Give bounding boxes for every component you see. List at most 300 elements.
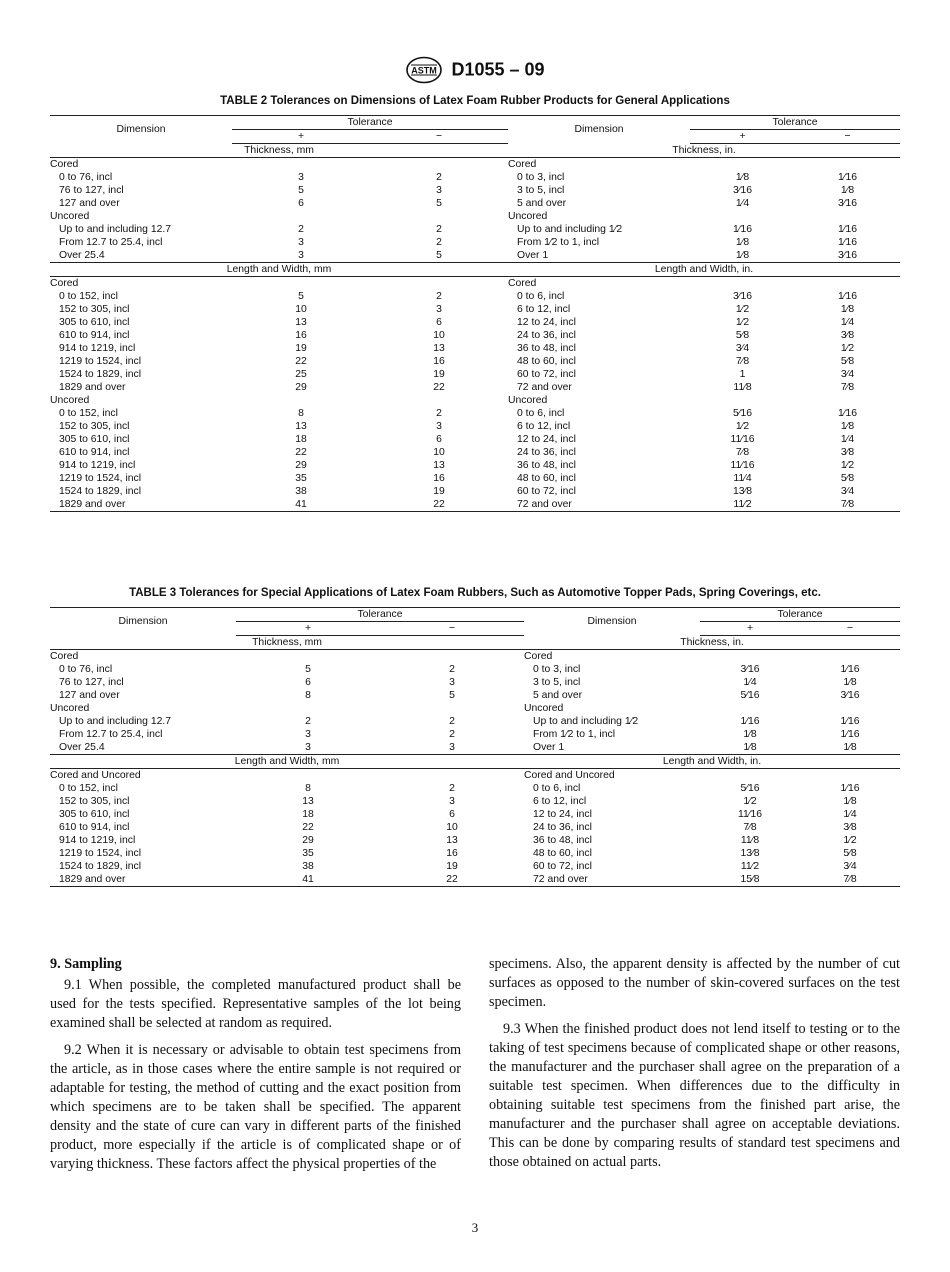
dimension-cell: 24 to 36, incl bbox=[517, 330, 576, 341]
minus-tolerance-cell: 2 bbox=[449, 729, 455, 740]
plus-tolerance-cell: 3⁄4 bbox=[735, 343, 750, 354]
dimension-cell: 6 to 12, incl bbox=[517, 304, 571, 315]
plus-tolerance-cell bbox=[700, 702, 800, 715]
minus-tolerance-cell: 2 bbox=[436, 291, 442, 302]
dimension-cell: 12 to 24, incl bbox=[533, 809, 592, 820]
minus-tolerance-cell: 1⁄16 bbox=[837, 224, 858, 235]
dimension-cell: 1829 and over bbox=[59, 382, 126, 393]
paragraph-9-3: 9.3 When the finished product does not lend itself to testing or to the taking of test specimens because of complicated shape or other reasons, the manufacturer and the purchaser shall agree on the preparation of a suitable test specimen. When differences due to the difficulty in obtaining suitable test specimens from the finished part arise, the manufacturer and the purchaser shall agree on acceptable deviations. This can be done by comparing results of standard test specimens and those obtained on actual parts. bbox=[489, 1021, 900, 1170]
plus-tolerance-cell: 11⁄16 bbox=[730, 460, 755, 471]
minus-tolerance-cell: 13 bbox=[446, 835, 458, 846]
dimension-cell: 12 to 24, incl bbox=[517, 317, 576, 328]
plus-tolerance-cell: 5 bbox=[305, 664, 311, 675]
dimension-cell: 914 to 1219, incl bbox=[59, 835, 136, 846]
plus-tolerance-cell: 1⁄8 bbox=[735, 250, 750, 261]
dimension-cell: 305 to 610, incl bbox=[59, 434, 130, 445]
plus-tolerance-cell bbox=[232, 277, 370, 291]
group-label: Uncored bbox=[524, 703, 564, 714]
table-row bbox=[50, 210, 900, 223]
plus-tolerance-cell: 7⁄8 bbox=[743, 822, 757, 833]
dimension-cell: 610 to 914, incl bbox=[59, 822, 130, 833]
table-row bbox=[50, 769, 900, 783]
plus-tolerance-cell bbox=[700, 769, 800, 783]
plus-tolerance-cell: 29 bbox=[295, 460, 307, 471]
minus-tolerance-cell: 1⁄4 bbox=[840, 434, 855, 445]
minus-tolerance-cell: 3⁄16 bbox=[840, 690, 860, 701]
dimension-cell: 1219 to 1524, incl bbox=[59, 848, 142, 859]
section-row bbox=[50, 144, 900, 158]
table3 bbox=[50, 607, 900, 887]
table-row bbox=[50, 303, 900, 316]
dimension-cell: 36 to 48, incl bbox=[533, 835, 592, 846]
table-row bbox=[50, 197, 900, 210]
minus-tolerance-cell: 3⁄4 bbox=[843, 861, 857, 872]
minus-tolerance-cell: 7⁄8 bbox=[840, 382, 855, 393]
plus-tolerance-cell: 1⁄8 bbox=[743, 742, 757, 753]
dimension-cell: Over 1 bbox=[533, 742, 565, 753]
table-row bbox=[50, 249, 900, 263]
table-row bbox=[50, 355, 900, 368]
document-code: D1055 – 09 bbox=[451, 59, 545, 80]
dimension-cell: Over 25.4 bbox=[59, 742, 105, 753]
dimension-cell: 0 to 6, incl bbox=[517, 291, 565, 302]
section-label: Thickness, in. bbox=[508, 144, 900, 158]
minus-tolerance-cell: 6 bbox=[436, 434, 442, 445]
dimension-cell: 0 to 76, incl bbox=[59, 172, 113, 183]
plus-tolerance-cell: 18 bbox=[295, 434, 307, 445]
dimension-cell: 60 to 72, incl bbox=[517, 369, 576, 380]
group-label: Cored bbox=[508, 159, 537, 170]
dimension-cell: Up to and including 1⁄2 bbox=[517, 224, 623, 235]
dimension-cell: 76 to 127, incl bbox=[59, 185, 124, 196]
table-row bbox=[50, 290, 900, 303]
paragraph-9-1: 9.1 When possible, the completed manufactured product shall be used for the tests specified. Representative samples of the lot being examined shall be selected at random as required. bbox=[50, 977, 461, 1031]
plus-tolerance-cell bbox=[690, 277, 795, 291]
minus-tolerance-cell: 1⁄8 bbox=[840, 421, 855, 432]
plus-tolerance-cell: 13 bbox=[295, 317, 307, 328]
minus-tolerance-cell: 2 bbox=[436, 172, 442, 183]
dimension-cell: 5 and over bbox=[517, 198, 567, 209]
dimension-cell: 36 to 48, incl bbox=[517, 343, 576, 354]
minus-tolerance-cell: 1⁄8 bbox=[843, 677, 857, 688]
plus-header: + bbox=[700, 622, 800, 636]
minus-tolerance-cell: 1⁄8 bbox=[843, 796, 857, 807]
plus-header: + bbox=[232, 130, 370, 144]
minus-tolerance-cell: 5⁄8 bbox=[840, 473, 855, 484]
dimension-cell: 3 to 5, incl bbox=[533, 677, 581, 688]
table2-caption: TABLE 2 Tolerances on Dimensions of Latex Foam Rubber Products for General Applications bbox=[220, 95, 730, 107]
minus-tolerance-cell bbox=[800, 769, 900, 783]
dimension-cell: 24 to 36, incl bbox=[517, 447, 576, 458]
minus-tolerance-cell: 3⁄4 bbox=[840, 486, 855, 497]
table-row bbox=[50, 459, 900, 472]
plus-tolerance-cell: 13 bbox=[295, 421, 307, 432]
dimension-header: Dimension bbox=[50, 116, 232, 144]
dimension-cell: 36 to 48, incl bbox=[517, 460, 576, 471]
minus-tolerance-cell: 16 bbox=[433, 473, 445, 484]
minus-tolerance-cell: 22 bbox=[380, 873, 524, 887]
minus-tolerance-cell: 2 bbox=[436, 237, 442, 248]
dimension-cell: 610 to 914, incl bbox=[59, 447, 130, 458]
dimension-cell: 1524 to 1829, incl bbox=[59, 861, 142, 872]
dimension-cell: 1829 and over bbox=[50, 498, 232, 512]
dimension-cell: 0 to 6, incl bbox=[533, 783, 581, 794]
minus-tolerance-cell: 2 bbox=[449, 664, 455, 675]
group-label: Cored bbox=[508, 278, 537, 289]
dimension-cell: 6 to 12, incl bbox=[517, 421, 571, 432]
dimension-cell: Up to and including 12.7 bbox=[59, 224, 172, 235]
plus-tolerance-cell: 3 bbox=[298, 237, 304, 248]
right-column bbox=[489, 955, 900, 1172]
minus-tolerance-cell: 3⁄8 bbox=[840, 330, 855, 341]
minus-tolerance-cell: 2 bbox=[449, 716, 455, 727]
dimension-cell: Up to and including 12.7 bbox=[59, 716, 172, 727]
minus-tolerance-cell: 3⁄16 bbox=[837, 250, 858, 261]
plus-tolerance-cell: 18 bbox=[302, 809, 314, 820]
section-label: Length and Width, mm bbox=[50, 755, 524, 769]
dimension-cell: 1219 to 1524, incl bbox=[59, 356, 142, 367]
plus-tolerance-cell: 11⁄16 bbox=[730, 434, 755, 445]
plus-tolerance-cell bbox=[690, 394, 795, 407]
plus-header: + bbox=[236, 622, 380, 636]
plus-tolerance-cell: 6 bbox=[305, 677, 311, 688]
table-row bbox=[50, 381, 900, 394]
plus-tolerance-cell: 1⁄8 bbox=[735, 237, 750, 248]
table3-caption: TABLE 3 Tolerances for Special Applications of Latex Foam Rubbers, Such as Automotive Topper Pads, Spring Coverings, etc. bbox=[129, 587, 821, 599]
dimension-cell: 305 to 610, incl bbox=[59, 809, 130, 820]
minus-tolerance-cell: 19 bbox=[433, 486, 445, 497]
dimension-cell: 152 to 305, incl bbox=[59, 421, 130, 432]
dimension-cell: 1219 to 1524, incl bbox=[59, 473, 142, 484]
astm-logo bbox=[405, 56, 443, 84]
minus-tolerance-cell bbox=[380, 650, 524, 664]
group-label: Cored bbox=[50, 651, 79, 662]
plus-tolerance-cell: 19 bbox=[295, 343, 307, 354]
plus-tolerance-cell: 3⁄16 bbox=[740, 664, 760, 675]
tolerance-header: Tolerance bbox=[700, 608, 900, 622]
group-label: Uncored bbox=[508, 395, 548, 406]
group-label: Uncored bbox=[50, 395, 90, 406]
table-row bbox=[50, 847, 900, 860]
group-label: Cored and Uncored bbox=[524, 770, 615, 781]
dimension-cell: 48 to 60, incl bbox=[517, 473, 576, 484]
dimension-cell: From 1⁄2 to 1, incl bbox=[517, 237, 600, 248]
plus-tolerance-cell: 5⁄16 bbox=[740, 783, 760, 794]
minus-tolerance-cell: 1⁄4 bbox=[840, 317, 855, 328]
group-label: Cored bbox=[50, 159, 79, 170]
minus-tolerance-cell: 19 bbox=[433, 369, 445, 380]
dimension-cell: Up to and including 1⁄2 bbox=[533, 716, 639, 727]
plus-tolerance-cell bbox=[690, 210, 795, 223]
minus-tolerance-cell: 10 bbox=[433, 330, 445, 341]
plus-header: + bbox=[690, 130, 795, 144]
plus-tolerance-cell: 29 bbox=[295, 382, 307, 393]
dimension-cell: 24 to 36, incl bbox=[533, 822, 592, 833]
minus-tolerance-cell: 1⁄16 bbox=[837, 408, 858, 419]
plus-tolerance-cell: 22 bbox=[302, 822, 314, 833]
plus-tolerance-cell: 1⁄4 bbox=[743, 677, 757, 688]
dimension-cell: 48 to 60, incl bbox=[533, 848, 592, 859]
minus-tolerance-cell: 3 bbox=[449, 742, 455, 753]
minus-tolerance-cell: 3 bbox=[449, 677, 455, 688]
dimension-cell: 152 to 305, incl bbox=[59, 304, 130, 315]
section-label: Length and Width, in. bbox=[508, 263, 900, 277]
table-row bbox=[50, 316, 900, 329]
minus-tolerance-cell: 3⁄16 bbox=[837, 198, 858, 209]
minus-tolerance-cell: 1⁄4 bbox=[843, 809, 857, 820]
plus-tolerance-cell: 11⁄8 bbox=[733, 382, 752, 393]
plus-tolerance-cell: 41 bbox=[232, 498, 370, 512]
dimension-cell: 48 to 60, incl bbox=[517, 356, 576, 367]
minus-header: − bbox=[795, 130, 900, 144]
plus-tolerance-cell: 13⁄8 bbox=[740, 848, 760, 859]
group-label: Uncored bbox=[50, 211, 90, 222]
plus-tolerance-cell: 22 bbox=[295, 356, 307, 367]
plus-tolerance-cell: 1⁄4 bbox=[735, 198, 750, 209]
plus-tolerance-cell: 11⁄2 bbox=[690, 498, 795, 512]
plus-tolerance-cell bbox=[232, 394, 370, 407]
dimension-cell: 60 to 72, incl bbox=[533, 861, 592, 872]
dimension-cell: 6 to 12, incl bbox=[533, 796, 587, 807]
plus-tolerance-cell: 1⁄2 bbox=[735, 304, 750, 315]
table-row bbox=[50, 394, 900, 407]
plus-tolerance-cell: 7⁄8 bbox=[735, 447, 750, 458]
minus-tolerance-cell bbox=[795, 158, 900, 172]
plus-tolerance-cell: 25 bbox=[295, 369, 307, 380]
plus-tolerance-cell: 41 bbox=[236, 873, 380, 887]
table-row bbox=[50, 498, 900, 512]
dimension-cell: 1829 and over bbox=[50, 873, 236, 887]
minus-tolerance-cell: 3 bbox=[436, 421, 442, 432]
dimension-cell: From 1⁄2 to 1, incl bbox=[533, 729, 616, 740]
section-row bbox=[50, 636, 900, 650]
minus-tolerance-cell: 3⁄4 bbox=[840, 369, 855, 380]
table-row bbox=[50, 741, 900, 755]
dimension-cell: 3 to 5, incl bbox=[517, 185, 565, 196]
group-label: Uncored bbox=[50, 703, 90, 714]
dimension-cell: 0 to 152, incl bbox=[59, 408, 118, 419]
dimension-cell: 127 and over bbox=[59, 198, 120, 209]
minus-tolerance-cell: 1⁄2 bbox=[840, 460, 855, 471]
dimension-cell: Over 1 bbox=[517, 250, 549, 261]
table-row bbox=[50, 184, 900, 197]
table-row bbox=[50, 342, 900, 355]
minus-tolerance-cell: 7⁄8 bbox=[795, 498, 900, 512]
plus-tolerance-cell: 3⁄16 bbox=[732, 291, 753, 302]
table-row bbox=[50, 236, 900, 249]
section-heading: 9. Sampling bbox=[50, 956, 122, 972]
minus-tolerance-cell bbox=[800, 650, 900, 664]
plus-tolerance-cell: 5⁄16 bbox=[732, 408, 753, 419]
tolerance-header: Tolerance bbox=[232, 116, 508, 130]
dimension-header: Dimension bbox=[524, 608, 700, 636]
minus-tolerance-cell: 3⁄8 bbox=[843, 822, 857, 833]
plus-tolerance-cell: 5⁄8 bbox=[735, 330, 750, 341]
minus-tolerance-cell: 2 bbox=[436, 408, 442, 419]
section-row bbox=[50, 755, 900, 769]
plus-tolerance-cell bbox=[700, 650, 800, 664]
minus-tolerance-cell bbox=[380, 769, 524, 783]
table-row bbox=[50, 420, 900, 433]
dimension-cell: 0 to 76, incl bbox=[59, 664, 113, 675]
minus-tolerance-cell: 3⁄8 bbox=[840, 447, 855, 458]
plus-tolerance-cell: 22 bbox=[295, 447, 307, 458]
table-row bbox=[50, 368, 900, 381]
table-row bbox=[50, 329, 900, 342]
dimension-cell: 1524 to 1829, incl bbox=[59, 369, 142, 380]
section-row bbox=[50, 263, 900, 277]
dimension-cell: 610 to 914, incl bbox=[59, 330, 130, 341]
minus-tolerance-cell: 1⁄2 bbox=[840, 343, 855, 354]
dimension-cell: 1524 to 1829, incl bbox=[59, 486, 142, 497]
plus-tolerance-cell: 38 bbox=[302, 861, 314, 872]
logo-text: ASTM bbox=[411, 65, 438, 76]
minus-tolerance-cell: 16 bbox=[433, 356, 445, 367]
minus-tolerance-cell: 10 bbox=[446, 822, 458, 833]
dimension-cell: 0 to 3, incl bbox=[533, 664, 581, 675]
page-number: 3 bbox=[471, 1220, 479, 1235]
table2 bbox=[50, 115, 900, 512]
plus-tolerance-cell: 13⁄8 bbox=[732, 486, 753, 497]
plus-tolerance-cell: 6 bbox=[298, 198, 304, 209]
plus-tolerance-cell: 3 bbox=[305, 729, 311, 740]
plus-tolerance-cell: 1⁄8 bbox=[735, 172, 750, 183]
dimension-cell: 914 to 1219, incl bbox=[59, 343, 136, 354]
group-label: Cored and Uncored bbox=[50, 770, 141, 781]
table-row bbox=[50, 782, 900, 795]
table-row bbox=[50, 821, 900, 834]
plus-tolerance-cell: 1⁄16 bbox=[740, 716, 760, 727]
plus-tolerance-cell: 16 bbox=[295, 330, 307, 341]
paragraph-9-2-continued: specimens. Also, the apparent density is affected by the number of cut surfaces as opposed to the number of skin-covered surfaces on the test specimen. bbox=[489, 956, 900, 1010]
table-row bbox=[50, 795, 900, 808]
minus-tolerance-cell: 10 bbox=[433, 447, 445, 458]
minus-tolerance-cell: 1⁄16 bbox=[840, 664, 860, 675]
plus-tolerance-cell: 2 bbox=[298, 224, 304, 235]
plus-tolerance-cell bbox=[232, 210, 370, 223]
dimension-cell: 0 to 6, incl bbox=[517, 408, 565, 419]
group-label: Uncored bbox=[508, 211, 548, 222]
dimension-cell: 72 and over bbox=[508, 498, 690, 512]
plus-tolerance-cell: 2 bbox=[305, 716, 311, 727]
left-column bbox=[50, 955, 461, 1174]
plus-tolerance-cell: 8 bbox=[298, 408, 304, 419]
minus-tolerance-cell bbox=[370, 394, 508, 407]
table-row bbox=[50, 689, 900, 702]
minus-tolerance-cell: 7⁄8 bbox=[800, 873, 900, 887]
plus-tolerance-cell: 1⁄2 bbox=[735, 421, 750, 432]
minus-header: − bbox=[370, 130, 508, 144]
plus-tolerance-cell: 1⁄2 bbox=[735, 317, 750, 328]
plus-tolerance-cell: 8 bbox=[305, 783, 311, 794]
plus-tolerance-cell: 3 bbox=[298, 250, 304, 261]
table-row bbox=[50, 702, 900, 715]
dimension-cell: 72 and over bbox=[517, 382, 572, 393]
minus-tolerance-cell: 5 bbox=[436, 198, 442, 209]
minus-tolerance-cell: 2 bbox=[449, 783, 455, 794]
minus-tolerance-cell bbox=[380, 702, 524, 715]
plus-tolerance-cell: 11⁄2 bbox=[740, 861, 760, 872]
dimension-cell: 127 and over bbox=[59, 690, 120, 701]
plus-tolerance-cell bbox=[236, 702, 380, 715]
section-label: Length and Width, in. bbox=[524, 755, 900, 769]
plus-tolerance-cell: 13 bbox=[302, 796, 314, 807]
minus-tolerance-cell bbox=[800, 702, 900, 715]
minus-tolerance-cell: 22 bbox=[370, 498, 508, 512]
minus-tolerance-cell: 3 bbox=[449, 796, 455, 807]
minus-tolerance-cell: 1⁄16 bbox=[837, 237, 858, 248]
dimension-header: Dimension bbox=[508, 116, 690, 144]
plus-tolerance-cell: 1⁄8 bbox=[743, 729, 757, 740]
table-row bbox=[50, 873, 900, 887]
dimension-cell: 305 to 610, incl bbox=[59, 317, 130, 328]
minus-tolerance-cell bbox=[370, 210, 508, 223]
group-label: Cored bbox=[524, 651, 553, 662]
plus-tolerance-cell: 11⁄16 bbox=[737, 809, 763, 820]
section-label: Thickness, mm bbox=[50, 144, 508, 158]
minus-tolerance-cell: 6 bbox=[436, 317, 442, 328]
table-row bbox=[50, 715, 900, 728]
dimension-cell: From 12.7 to 25.4, incl bbox=[59, 237, 163, 248]
plus-tolerance-cell bbox=[232, 158, 370, 172]
minus-tolerance-cell bbox=[795, 210, 900, 223]
table-row bbox=[50, 663, 900, 676]
dimension-cell: 72 and over bbox=[524, 873, 700, 887]
table-row bbox=[50, 650, 900, 664]
dimension-cell: 152 to 305, incl bbox=[59, 796, 130, 807]
plus-tolerance-cell: 7⁄8 bbox=[735, 356, 750, 367]
minus-tolerance-cell: 19 bbox=[446, 861, 458, 872]
minus-tolerance-cell bbox=[370, 158, 508, 172]
minus-tolerance-cell: 13 bbox=[433, 460, 445, 471]
minus-tolerance-cell: 1⁄16 bbox=[837, 172, 858, 183]
minus-tolerance-cell: 5⁄8 bbox=[843, 848, 857, 859]
plus-tolerance-cell: 38 bbox=[295, 486, 307, 497]
minus-tolerance-cell: 1⁄16 bbox=[840, 716, 860, 727]
plus-tolerance-cell: 3 bbox=[305, 742, 311, 753]
dimension-cell: 5 and over bbox=[533, 690, 583, 701]
table-row bbox=[50, 485, 900, 498]
minus-tolerance-cell: 1⁄2 bbox=[843, 835, 857, 846]
table-row bbox=[50, 158, 900, 172]
plus-tolerance-cell bbox=[236, 769, 380, 783]
minus-tolerance-cell: 16 bbox=[446, 848, 458, 859]
plus-tolerance-cell: 35 bbox=[302, 848, 314, 859]
plus-tolerance-cell: 29 bbox=[302, 835, 314, 846]
table-row bbox=[50, 860, 900, 873]
table-row bbox=[50, 676, 900, 689]
plus-tolerance-cell bbox=[690, 158, 795, 172]
table-row bbox=[50, 446, 900, 459]
tolerance-header: Tolerance bbox=[690, 116, 900, 130]
dimension-cell: 76 to 127, incl bbox=[59, 677, 124, 688]
minus-tolerance-cell: 1⁄8 bbox=[843, 742, 857, 753]
tolerance-header: Tolerance bbox=[236, 608, 524, 622]
minus-tolerance-cell: 2 bbox=[436, 224, 442, 235]
group-label: Cored bbox=[50, 278, 79, 289]
paragraph-9-2: 9.2 When it is necessary or advisable to obtain test specimens from the article, as in those cases where the entire sample is not required or adaptable for testing, the method of cutting and the exact position from which specimens are to be taken shall be specified. The apparent density and the state of cure can vary in different parts of the finished product, more especially if the article is of complicated shape or of varying thickness. These factors affect the physical properties of the bbox=[50, 1042, 461, 1172]
page-header bbox=[0, 56, 950, 84]
plus-tolerance-cell bbox=[236, 650, 380, 664]
plus-tolerance-cell: 1⁄16 bbox=[732, 224, 753, 235]
plus-tolerance-cell: 8 bbox=[305, 690, 311, 701]
minus-tolerance-cell: 22 bbox=[433, 382, 445, 393]
plus-tolerance-cell: 35 bbox=[295, 473, 307, 484]
dimension-cell: Over 25.4 bbox=[59, 250, 105, 261]
plus-tolerance-cell: 11⁄4 bbox=[733, 473, 752, 484]
plus-tolerance-cell: 15⁄8 bbox=[700, 873, 800, 887]
dimension-header: Dimension bbox=[50, 608, 236, 636]
